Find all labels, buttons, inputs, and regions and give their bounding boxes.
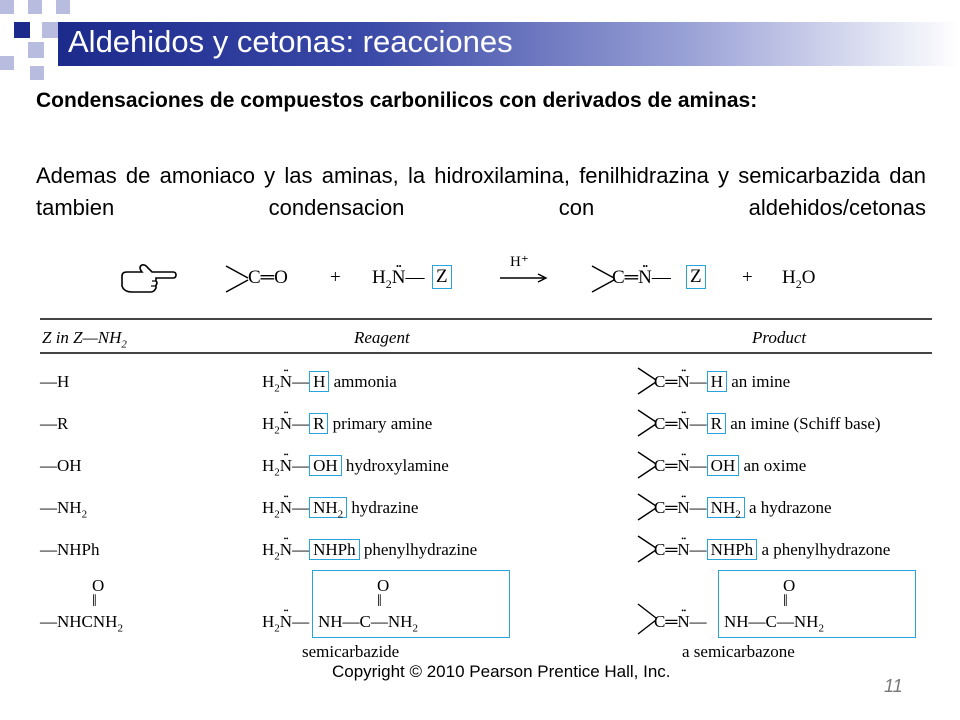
- water: $H_2O$: [782, 267, 816, 291]
- decor-square: [56, 0, 70, 14]
- table-row-reagent: $H_2••$ N— R primary amine: [262, 414, 432, 436]
- reagent-group-box: OH: [309, 455, 342, 476]
- slide-body-text: Ademas de amoniaco y las aminas, la hidroxilamina, fenilhidrazina y semicarbazida dan tambien condensacion con aldehidos/cetonas: [36, 163, 926, 220]
- plus-sign: +: [742, 267, 753, 288]
- reagent-group-box: NHPh: [309, 539, 360, 560]
- decor-square: [42, 22, 58, 38]
- z-group-box: Z: [432, 265, 452, 289]
- table-row-z: —NHPh: [40, 540, 100, 559]
- table-row-product: C═•• N— NHPh a phenylhydrazone: [636, 534, 872, 554]
- table-row-reagent: $H_2••$ N— H ammonia: [262, 372, 397, 394]
- table-row-product: C═•• N— $NH_2$ a hydrazone: [636, 492, 814, 514]
- z-group-box-product: Z: [686, 265, 706, 289]
- table-rule-top: [40, 318, 932, 320]
- table-row-z: —R: [40, 414, 69, 433]
- table-row-z: —H: [40, 372, 70, 391]
- product-name: an oxime: [743, 456, 807, 475]
- reagent-group-box: $NH_2$: [309, 497, 347, 518]
- table-row-z: $—NH_2$: [40, 498, 88, 521]
- carbonyl-oxygen: O: [92, 576, 105, 595]
- reagent-name: primary amine: [332, 414, 433, 433]
- decor-square: [0, 0, 14, 14]
- reagent-group-box: H: [309, 371, 329, 392]
- reagent-group-box: R: [309, 413, 328, 434]
- semicarbazone-label: a semicarbazone: [682, 642, 795, 661]
- decor-square: [30, 66, 44, 80]
- reagent-prefix: $H_2••$ N—: [372, 267, 424, 292]
- reagent-name: hydrazine: [351, 498, 419, 517]
- plus-sign: +: [330, 267, 341, 288]
- carbonyl: C═O: [248, 267, 288, 288]
- product-name: a hydrazone: [748, 498, 832, 517]
- decor-square: [14, 22, 30, 38]
- table-row-product: C═•• N— OH an oxime: [636, 450, 788, 470]
- product-group-box: R: [707, 413, 726, 434]
- page-number: 11: [884, 676, 903, 696]
- reaction-arrow: [500, 272, 548, 284]
- reagent-name: ammonia: [333, 372, 397, 391]
- product-group-box: H: [707, 371, 727, 392]
- product-name: an imine: [731, 372, 791, 391]
- semicarbazide-label: semicarbazide: [302, 642, 400, 661]
- product-prefix: C═•• N—: [612, 267, 671, 289]
- product-group-box: $NH_2$: [707, 497, 745, 518]
- decor-square: [28, 0, 42, 14]
- copyright: Copyright © 2010 Pearson Prentice Hall, Inc.: [332, 662, 671, 681]
- table-rule-header: [40, 352, 932, 354]
- header-reagent: Reagent: [354, 328, 410, 347]
- table-row-product: C═•• N— R an imine (Schiff base): [636, 408, 863, 428]
- catalyst: H⁺: [510, 254, 529, 270]
- decor-square: [0, 56, 14, 70]
- product-name: a phenylhydrazone: [761, 540, 891, 559]
- table-row-product: C═•• N— H an imine: [636, 366, 772, 386]
- product-name: an imine (Schiff base): [730, 414, 881, 433]
- decor-square: [28, 42, 44, 58]
- hand-pointing-right-icon: [118, 262, 178, 301]
- table-row-reagent: $H_2••$ N— OH hydroxylamine: [262, 456, 449, 478]
- table-row-reagent: $H_2••$ N— NHPh phenylhydrazine: [262, 540, 477, 562]
- table-row-reagent: $H_2••$ N— $NH_2$ hydrazine: [262, 498, 418, 520]
- reagent-name: hydroxylamine: [345, 456, 449, 475]
- reaction-equation: [222, 254, 862, 298]
- reagent-name: phenylhydrazine: [363, 540, 478, 559]
- header-product: Product: [752, 328, 807, 347]
- table-row-z: —OH: [40, 456, 82, 475]
- header-z: Z in $Z—NH_2$: [42, 328, 127, 351]
- slide-subtitle: Condensaciones de compuestos carbonilicos con derivados de aminas:: [36, 89, 758, 112]
- slide-title: Aldehidos y cetonas: reacciones: [68, 24, 513, 59]
- product-group-box: NHPh: [707, 539, 758, 560]
- product-group-box: OH: [707, 455, 740, 476]
